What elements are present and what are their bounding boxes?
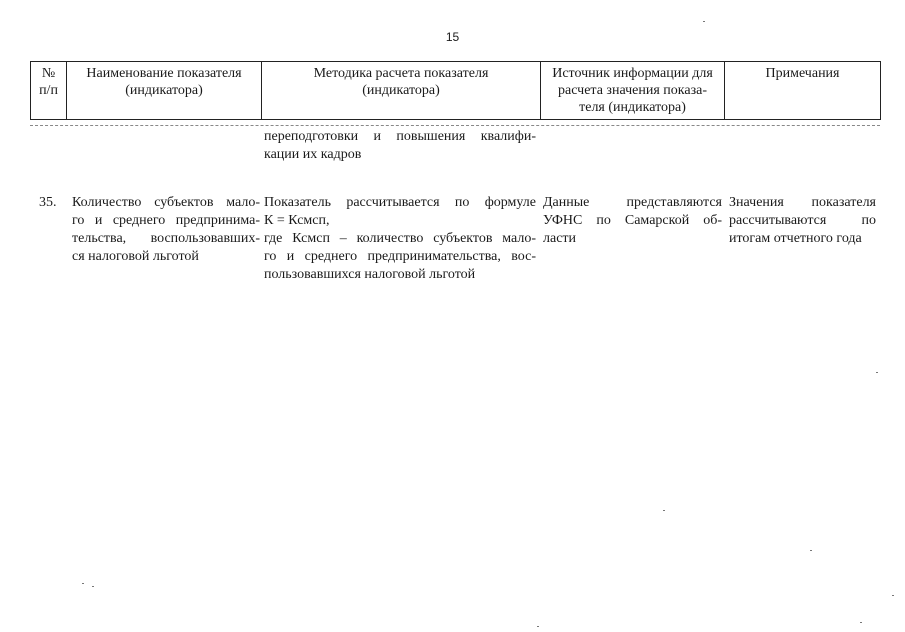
scan-speck: [663, 510, 665, 511]
scan-speck: [537, 626, 539, 627]
header-notes: Примечания: [725, 62, 881, 120]
scan-speck: [82, 583, 84, 584]
scan-speck: [876, 372, 878, 373]
row-number: 35.: [39, 195, 57, 210]
header-number: № п/п: [31, 62, 67, 120]
page-number: 15: [445, 30, 460, 44]
indicator-name: Количество субъектов мало- го и среднего предпринима- тельства, воспользовавших- ся налоговой льготой: [72, 195, 260, 264]
scan-speck: [703, 21, 705, 22]
header-information-source: Источник информации для расчета значения показа- теля (индикатора): [541, 62, 725, 120]
notes: Значения показателя рассчитываются по итогам отчетного года: [729, 195, 876, 246]
scan-speck: [810, 550, 812, 551]
continuation-text: переподготовки и повышения квалифи- кации их кадров: [264, 129, 536, 162]
indicator-table-header: [30, 61, 881, 120]
calculation-method: Показатель рассчитывается по формуле К = Ксмсп, где Ксмсп – количество субъектов мало- го и среднего предпринимательства, вос- пользовавшихся налоговой льготой: [264, 195, 536, 282]
header-calculation-method: Методика расчета показателя (индикатора): [262, 62, 541, 120]
table-row-divider: [30, 123, 880, 126]
scan-speck: [860, 622, 862, 623]
scan-speck: [892, 595, 894, 596]
scan-speck: [92, 586, 94, 587]
header-indicator-name: Наименование показателя (индикатора): [67, 62, 262, 120]
information-source: Данные представляются УФНС по Самарской об- ласти: [543, 195, 722, 246]
